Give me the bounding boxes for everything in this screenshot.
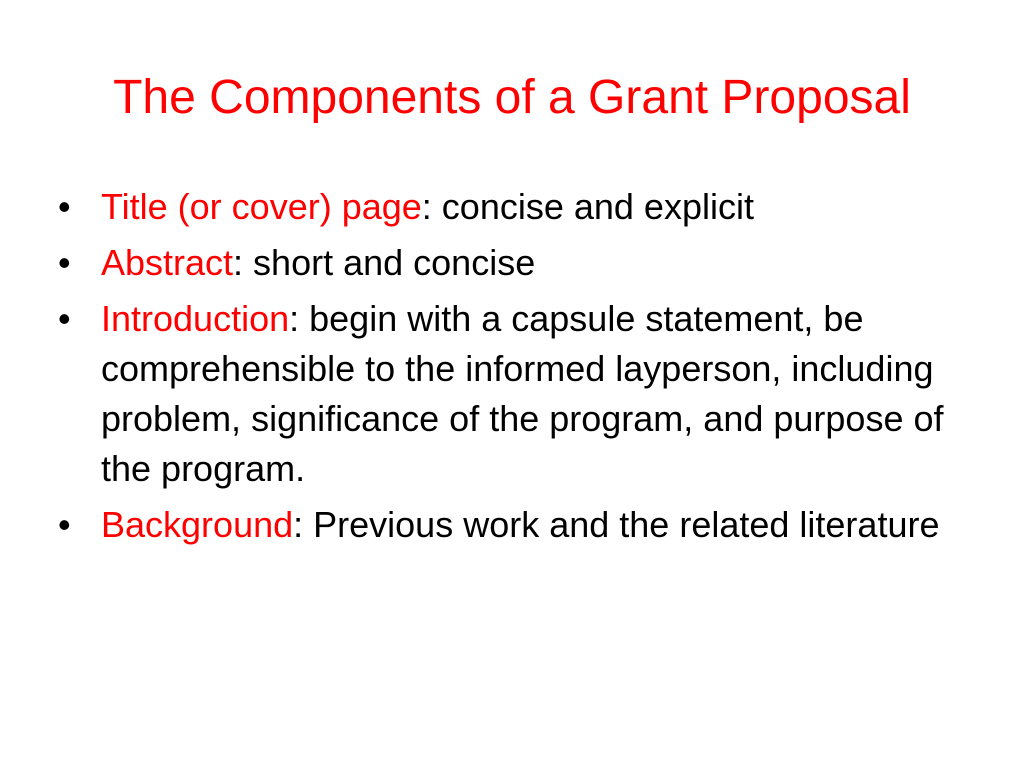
bullet-description: : Previous work and the related literature — [293, 504, 940, 545]
bullet-term: Background — [101, 504, 294, 545]
bullet-description: : concise and explicit — [421, 186, 754, 227]
bullet-icon: • — [58, 242, 71, 283]
bullet-item-abstract — [58, 238, 958, 288]
bullet-description: : begin with a capsule statement, be comprehensible to the informed layperson, including problem, significance of the program, and purpose of the program. — [101, 298, 944, 489]
bullet-list — [58, 182, 958, 556]
bullet-term: Abstract — [101, 242, 234, 283]
bullet-description: : short and concise — [233, 242, 536, 283]
bullet-icon: • — [58, 186, 71, 227]
bullet-icon: • — [58, 298, 71, 339]
bullet-item-background — [58, 500, 958, 550]
bullet-term: Introduction — [101, 298, 290, 339]
bullet-item-introduction — [58, 294, 958, 494]
slide-title: The Components of a Grant Proposal — [113, 71, 911, 124]
bullet-icon: • — [58, 504, 71, 545]
bullet-term: Title (or cover) page — [101, 186, 422, 227]
bullet-item-title-page — [58, 182, 958, 232]
